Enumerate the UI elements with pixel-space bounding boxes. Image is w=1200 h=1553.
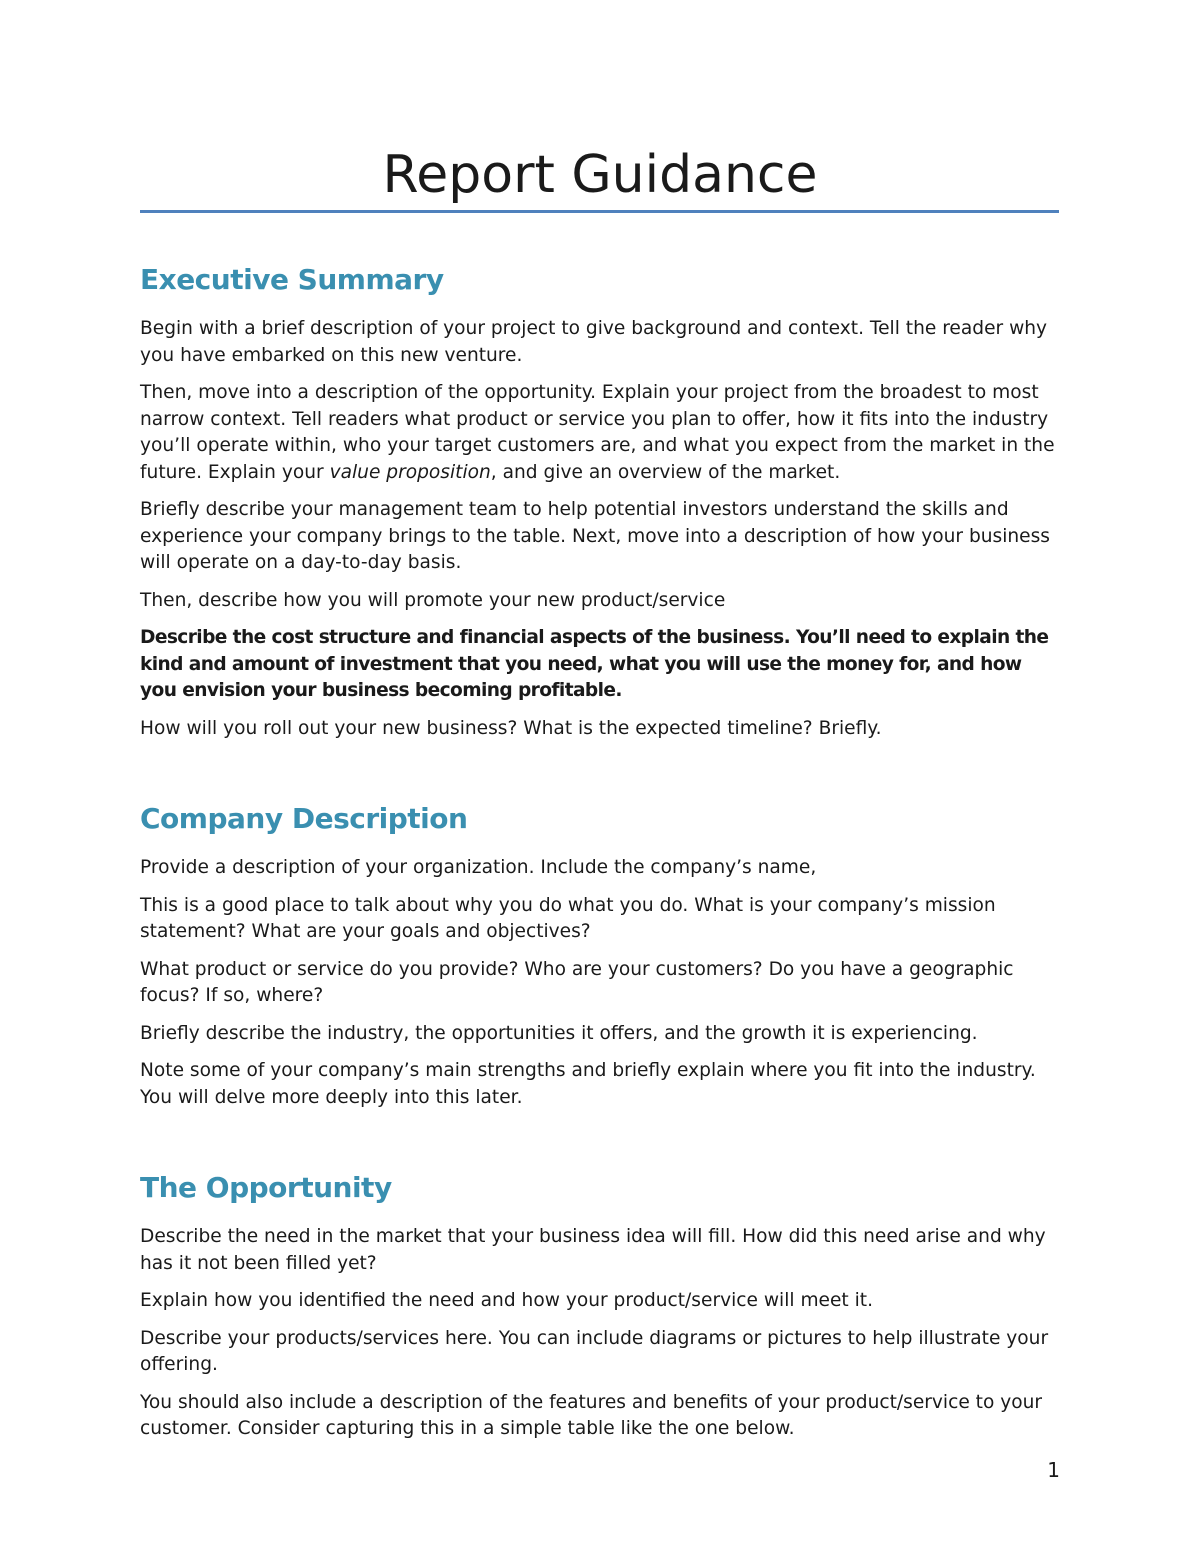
paragraph: Provide a description of your organization. Include the company’s name, bbox=[140, 857, 817, 878]
section-executive-summary bbox=[140, 258, 1060, 742]
section-spacer bbox=[140, 1122, 1060, 1166]
title-divider bbox=[140, 210, 1059, 213]
paragraph: Describe your products/services here. You can include diagrams or pictures to help illustrate your offering. bbox=[140, 1327, 1049, 1375]
page-title: Report Guidance bbox=[382, 145, 818, 205]
paragraph-text: Then, move into a description of the opportunity. Explain your project from the broadest to most narrow context. Tell readers what product or service you plan to offer, how it fits into the industry you’ll operate within, who your target customers are, and what you expect from the market in the future. Explain your bbox=[140, 382, 1055, 483]
paragraph: Describe the need in the market that your business idea will fill. How did this need arise and why has it not been filled yet? bbox=[140, 1226, 1046, 1274]
paragraph: You should also include a description of the features and benefits of your product/service to your customer. Consider capturing this in a simple table like the one below. bbox=[140, 1391, 1043, 1439]
page-number: 1 bbox=[1047, 1458, 1060, 1482]
paragraph: What product or service do you provide? Who are your customers? Do you have a geographic focus? If so, where? bbox=[140, 958, 1014, 1006]
section-heading: Company Description bbox=[140, 802, 468, 835]
paragraph: Briefly describe your management team to help potential investors understand the skills and experience your company brings to the table. Next, move into a description of how your business will operate on a day-to-day basis. bbox=[140, 499, 1050, 573]
section-heading: Executive Summary bbox=[140, 263, 444, 296]
document-body bbox=[140, 258, 1060, 1454]
paragraph: Briefly describe the industry, the opportunities it offers, and the growth it is experiencing. bbox=[140, 1022, 978, 1044]
paragraph: This is a good place to talk about why you do what you do. What is your company’s mission statement? What are your goals and objectives? bbox=[140, 894, 996, 942]
paragraph: Then, describe how you will promote your new product/service bbox=[140, 589, 726, 611]
paragraph: Note some of your company’s main strengths and briefly explain where you fit into the industry. You will delve more deeply into this later. bbox=[140, 1060, 1036, 1108]
section-heading: The Opportunity bbox=[140, 1171, 392, 1204]
emphasis-text: value proposition bbox=[329, 461, 491, 483]
paragraph-opportunity bbox=[140, 380, 1060, 486]
section-spacer bbox=[140, 753, 1060, 797]
paragraph-text-tail: , and give an overview of the market. bbox=[490, 461, 841, 483]
section-the-opportunity bbox=[140, 1166, 1060, 1443]
paragraph: Explain how you identified the need and how your product/service will meet it. bbox=[140, 1290, 874, 1311]
paragraph: How will you roll out your new business? What is the expected timeline? Briefly. bbox=[140, 717, 882, 739]
paragraph-bold: Describe the cost structure and financial aspects of the business. You’ll need to explain the kind and amount of investment that you need, what you will use the money for, and how you envision your business becoming profitable. bbox=[140, 627, 1049, 701]
paragraph: Begin with a brief description of your project to give background and context. Tell the reader why you have embarked on this new venture. bbox=[140, 318, 1048, 366]
section-company-description bbox=[140, 797, 1060, 1111]
